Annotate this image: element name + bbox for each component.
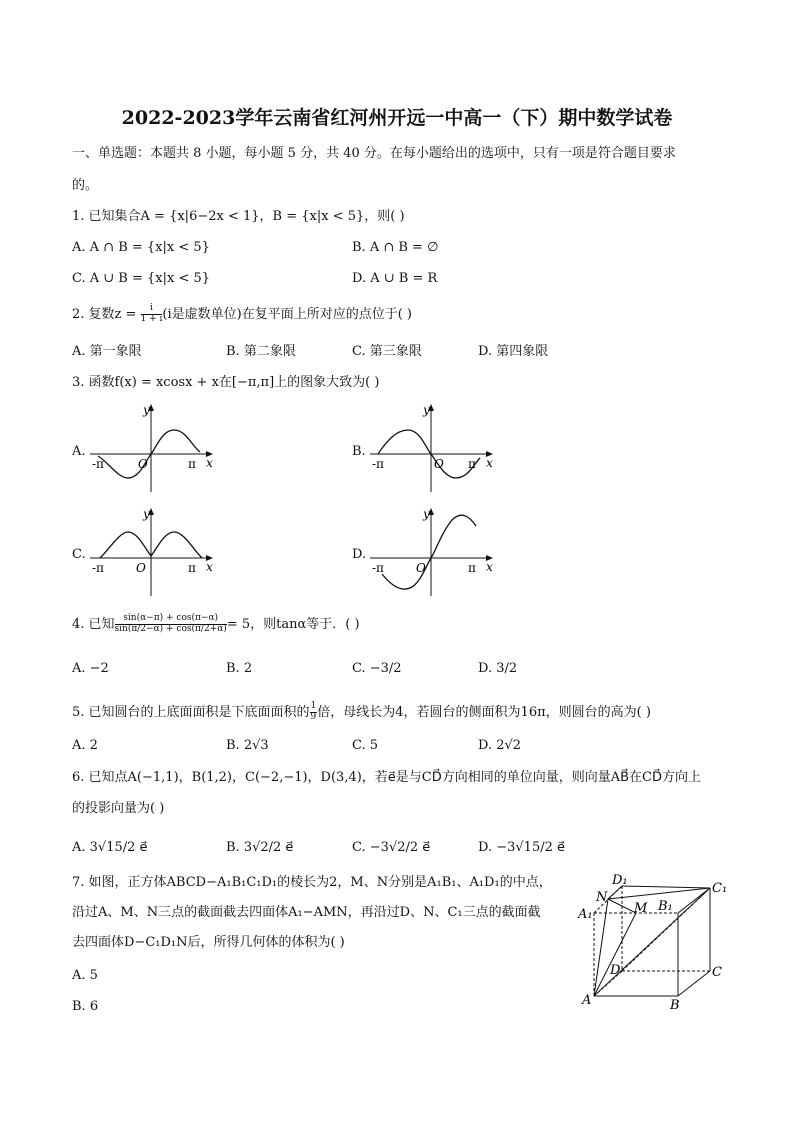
q2-option-b: B. 第二象限 [226, 344, 296, 359]
q1-option-a: A. A ∩ B = {x|x < 5} [72, 240, 210, 255]
q4-frac-num: sin(α−π) + cos(π−α) [115, 614, 227, 625]
q5-option-d: D. 2√2 [478, 738, 522, 753]
q2-suffix: (i是虚数单位)在复平面上所对应的点位于( ) [162, 306, 412, 322]
q1-option-d: D. A ∪ B = R [352, 271, 438, 286]
label-m: M [634, 901, 648, 916]
neg-pi-label: -π [92, 561, 104, 575]
pi-label: π [188, 457, 196, 471]
neg-pi-label: -π [372, 457, 384, 471]
origin-label: O [138, 457, 148, 471]
origin-label: O [434, 457, 444, 471]
label-n: N [596, 890, 608, 905]
q7-option-b: B. 6 [72, 999, 99, 1014]
q3-graph-a-label: A. [72, 444, 86, 459]
origin-label: O [136, 561, 146, 575]
label-c: C [712, 965, 722, 980]
q7-stem-line1: 7. 如图，正方体ABCD−A₁B₁C₁D₁的棱长为2，M、N分别是A₁B₁、A₁D₁的中点， [72, 875, 552, 890]
label-d1: D₁ [612, 873, 628, 888]
label-c1: C₁ [712, 881, 728, 896]
q6-stem-line2: 的投影向量为( ) [72, 801, 165, 816]
axis-y-label: y [143, 403, 150, 417]
q3-graph-b [368, 400, 498, 496]
q2-option-a: A. 第一象限 [72, 344, 142, 359]
q2-option-d: D. 第四象限 [478, 344, 549, 359]
q5-prefix: 5. 已知圆台的上底面面积是下底面面积的 [72, 704, 310, 720]
pi-label: π [188, 561, 196, 575]
q7-stem-line2: 沿过A、M、N三点的截面截去四面体A₁−AMN，再沿过D、N、C₁三点的截面截 [72, 905, 541, 920]
axis-x-label: x [486, 456, 493, 470]
q2-frac-num: i [141, 304, 163, 315]
q5-option-c: C. 5 [352, 738, 379, 753]
q1-stem: 1. 已知集合A = {x|6−2x < 1}，B = {x|x < 5}，则( ) [72, 209, 405, 224]
label-b1: B₁ [658, 899, 673, 914]
axis-y-label: y [423, 403, 430, 417]
q1-option-b: B. A ∩ B = ∅ [352, 240, 439, 255]
axis-y-label: y [143, 507, 150, 521]
q6-option-b: B. 3√2/2 e⃗ [226, 840, 294, 855]
q2-option-c: C. 第三象限 [352, 344, 422, 359]
q5-frac-den: 9 [310, 711, 317, 722]
q5-stem [72, 702, 651, 723]
q3-graph-c [88, 504, 218, 600]
neg-pi-label: -π [92, 457, 104, 471]
q3-graph-c-label: C. [72, 547, 86, 562]
label-b: B [670, 998, 680, 1013]
pi-label: π [468, 561, 476, 575]
q7-cube-figure [572, 868, 732, 1016]
label-d: D [610, 963, 621, 978]
q4-prefix: 4. 已知 [72, 616, 115, 632]
q4-option-b: B. 2 [226, 661, 253, 676]
neg-pi-label: -π [372, 561, 384, 575]
label-a1: A₁ [578, 907, 593, 922]
q3-graph-d-label: D. [352, 547, 367, 562]
q5-suffix: 倍，母线长为4，若圆台的侧面积为16π，则圆台的高为( ) [317, 704, 651, 720]
q4-option-a: A. −2 [72, 661, 109, 676]
q3-stem: 3. 函数f(x) = xcosx + x在[−π,π]上的图象大致为( ) [72, 375, 380, 390]
axis-x-label: x [206, 456, 213, 470]
q6-stem-line1: 6. 已知点A(−1,1)，B(1,2)，C(−2,−1)，D(3,4)，若e⃗是与CD⃗方向相同的单位向量，则向量AB⃗在CD⃗方向上 [72, 770, 702, 785]
q3-graph-d [368, 504, 498, 600]
q6-option-d: D. −3√15/2 e⃗ [478, 840, 565, 855]
section-header-line2: 的。 [72, 178, 99, 193]
q4-fraction [115, 614, 227, 635]
label-a: A [582, 993, 592, 1008]
q2-stem [72, 304, 412, 325]
q4-frac-den: sin(π/2−α) + cos(π/2+α) [114, 623, 227, 634]
q6-option-c: C. −3√2/2 e⃗ [352, 840, 431, 855]
axis-x-label: x [486, 560, 493, 574]
q2-frac-den: 1 + i [140, 313, 163, 324]
pi-label: π [468, 457, 476, 471]
q2-fraction [141, 304, 163, 325]
q6-option-a: A. 3√15/2 e⃗ [72, 840, 148, 855]
q4-option-d: D. 3/2 [478, 661, 518, 676]
axis-y-label: y [423, 507, 430, 521]
q5-option-a: A. 2 [72, 738, 98, 753]
section-header-line1: 一、单选题：本题共 8 小题，每小题 5 分，共 40 分。在每小题给出的选项中，只有一项是符合题目要求 [72, 146, 676, 161]
q7-stem-line3: 去四面体D−C₁D₁N后，所得几何体的体积为( ) [72, 935, 345, 950]
q4-stem [72, 614, 360, 635]
q5-frac-num: 1 [310, 701, 317, 711]
page-title: 2022-2023学年云南省红河州开远一中高一（下）期中数学试卷 [121, 107, 673, 129]
q7-option-a: A. 5 [72, 968, 98, 983]
q3-graph-b-label: B. [352, 444, 366, 459]
q3-graph-a [88, 400, 218, 496]
axis-x-label: x [206, 560, 213, 574]
q5-option-b: B. 2√3 [226, 738, 269, 753]
q1-option-c: C. A ∪ B = {x|x < 5} [72, 271, 211, 286]
q4-option-c: C. −3/2 [352, 661, 402, 676]
origin-label: O [416, 561, 426, 575]
q2-prefix: 2. 复数z = [72, 306, 141, 322]
q4-suffix: = 5，则tanα等于．( ) [226, 616, 360, 632]
